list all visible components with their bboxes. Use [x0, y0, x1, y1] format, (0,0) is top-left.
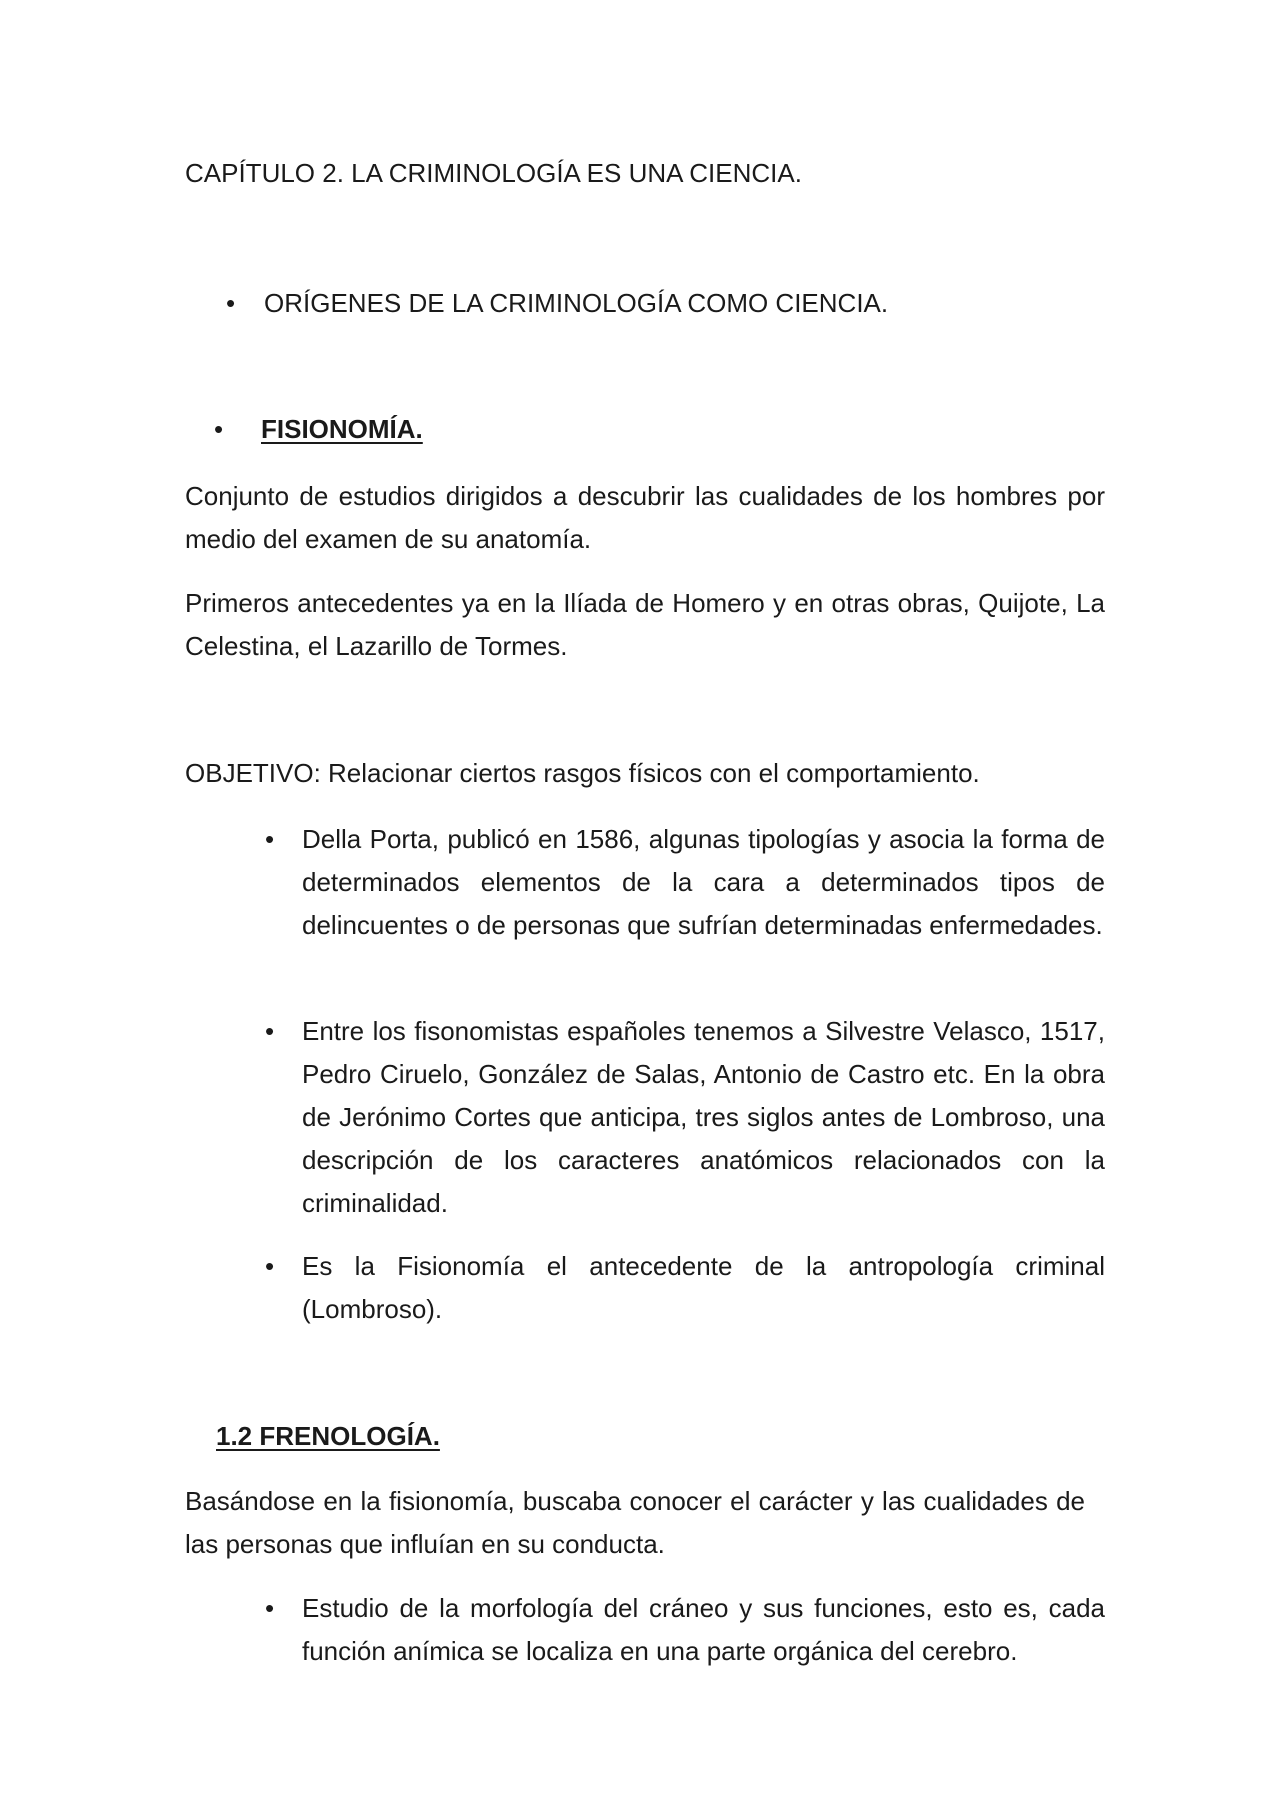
bullet-icon: •: [265, 1016, 275, 1046]
fisionomia-objective: OBJETIVO: Relacionar ciertos rasgos físicos con el comportamiento.: [185, 758, 980, 788]
frenologia-item: Estudio de la morfología del cráneo y sus funciones, esto es, cada función anímica se localiza en una parte orgánica del cerebro.: [302, 1593, 1105, 1666]
bullet-icon: •: [214, 414, 224, 444]
bullet-icon: •: [226, 288, 236, 318]
origins-heading: ORÍGENES DE LA CRIMINOLOGÍA COMO CIENCIA.: [264, 288, 889, 318]
fisionomia-antecedents: Primeros antecedentes ya en la Ilíada de Homero y en otras obras, Quijote, La Celestina, el Lazarillo de Tormes.: [185, 588, 1105, 661]
bullet-icon: •: [265, 824, 275, 854]
fisionomia-item: Della Porta, publicó en 1586, algunas tipologías y asocia la forma de determinados elementos de la cara a determinados tipos de delincuentes o de personas que sufrían determinadas enfermedades.: [302, 824, 1105, 940]
chapter-title: CAPÍTULO 2. LA CRIMINOLOGÍA ES UNA CIENCIA.: [185, 158, 802, 188]
frenologia-definition: Basándose en la fisionomía, buscaba conocer el carácter y las cualidades de las personas que influían en su conducta.: [185, 1486, 1085, 1559]
frenologia-heading: 1.2 FRENOLOGÍA.: [216, 1421, 440, 1451]
fisionomia-item: Es la Fisionomía el antecedente de la antropología criminal (Lombroso).: [302, 1251, 1105, 1324]
fisionomia-heading: FISIONOMÍA.: [261, 414, 423, 444]
fisionomia-definition: Conjunto de estudios dirigidos a descubrir las cualidades de los hombres por medio del examen de su anatomía.: [185, 481, 1105, 554]
bullet-icon: •: [265, 1593, 275, 1623]
bullet-icon: •: [265, 1251, 275, 1281]
fisionomia-item: Entre los fisonomistas españoles tenemos a Silvestre Velasco, 1517, Pedro Ciruelo, González de Salas, Antonio de Castro etc. En la obra de Jerónimo Cortes que anticipa, tres siglos antes de Lombroso, una descripción de los caracteres anatómicos relacionados con la criminalidad.: [302, 1016, 1105, 1218]
